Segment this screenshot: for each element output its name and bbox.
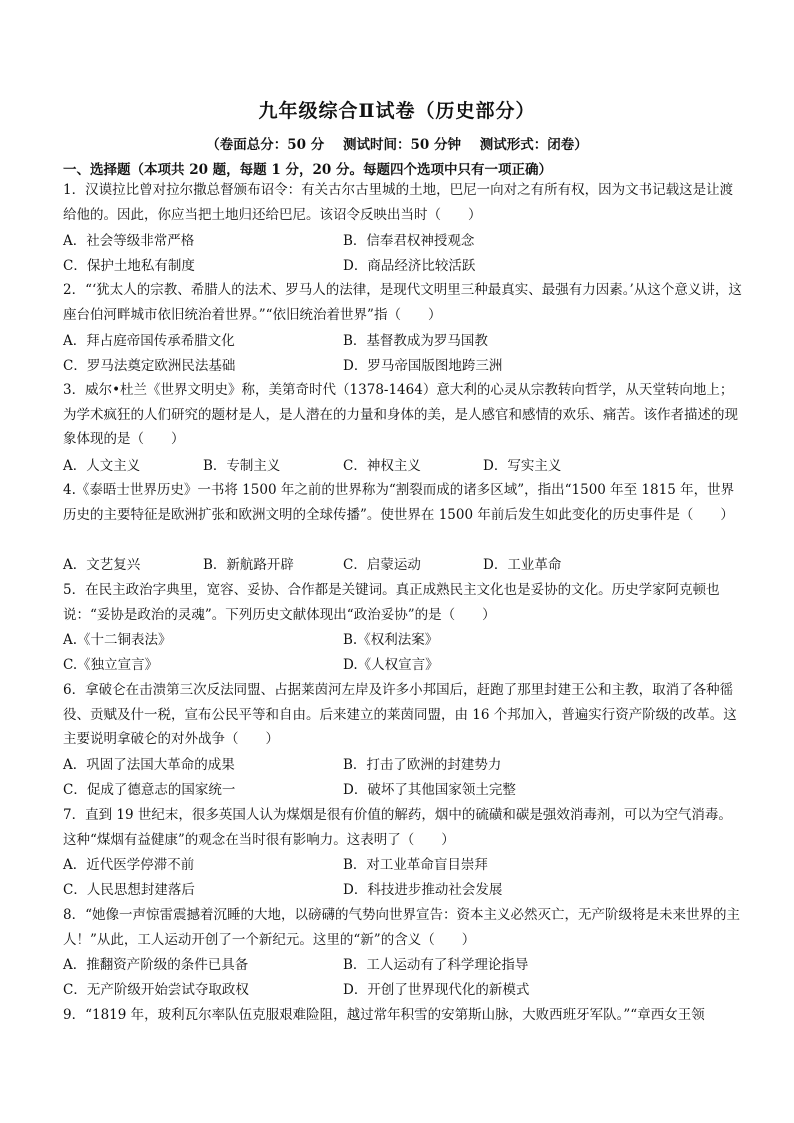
option-7c: C．人民思想封建落后 [63, 882, 195, 898]
question-9: 9．“1819 年，玻利瓦尔率队伍克服艰难险阻，越过常年积雪的安第斯山脉，大败西班牙军队。”“章西女王领 [63, 1007, 705, 1023]
option-6c: C．促成了德意志的国家统一 [63, 782, 236, 798]
option-4d: D．工业革命 [483, 557, 562, 573]
option-1c: C．保护土地私有制度 [63, 258, 195, 274]
option-5c: C.《独立宣言》 [63, 657, 159, 673]
option-3a: A．人文主义 [63, 458, 141, 474]
option-2a: A．拜占庭帝国传承希腊文化 [63, 333, 235, 349]
option-4b: B．新航路开辟 [203, 557, 294, 573]
question-8: 8．“她像一声惊雷震撼着沉睡的大地，以磅礴的气势向世界宣告：资本主义必然灭亡，无产阶级将是未来世界的主人！”从此，工人运动开创了一个新纪元。这里的“新”的含义（ ） [63, 907, 740, 948]
section-title: 一、选择题（本项共 20 题，每题 1 分，20 分。每题四个选项中只有一项正确） [63, 162, 552, 178]
option-5b: B.《权利法案》 [343, 632, 439, 648]
option-3c: C．神权主义 [343, 458, 421, 474]
option-8a: A．推翻资产阶级的条件已具备 [63, 957, 249, 973]
option-4a: A．文艺复兴 [63, 557, 141, 573]
option-8c: C．无产阶级开始尝试夺取政权 [63, 982, 249, 998]
option-7a: A．近代医学停滞不前 [63, 857, 195, 873]
option-1d: D．商品经济比较活跃 [343, 258, 476, 274]
option-6d: D．破坏了其他国家领土完整 [343, 782, 516, 798]
option-7b: B．对工业革命盲目崇拜 [343, 857, 488, 873]
question-7: 7．直到 19 世纪末，很多英国人认为煤烟是很有价值的解药，烟中的硫磺和碳是强效消毒剂，可以为空气消毒。这种“煤烟有益健康”的观念在当时很有影响力。这表明了（ ） [63, 807, 732, 848]
option-5a: A.《十二铜表法》 [63, 632, 172, 648]
option-3d: D．写实主义 [483, 458, 562, 474]
question-6: 6．拿破仑在击溃第三次反法同盟、占据莱茵河左岸及许多小邦国后，赶跑了那里封建王公和主教，取消了各种徭役、贡赋及什一税，宣布公民平等和自由。后来建立的莱茵同盟，由 16 个邦加入，普遍实行资产阶级的改革。这主要说明拿破仑的对外战争（ ） [63, 682, 737, 747]
option-1a: A．社会等级非常严格 [63, 233, 195, 249]
option-6a: A．巩固了法国大革命的成果 [63, 757, 235, 773]
option-1b: B．信奉君权神授观念 [343, 233, 475, 249]
option-5d: D.《人权宣言》 [343, 657, 439, 673]
question-4: 4.《泰晤士世界历史》一书将 1500 年之前的世界称为“割裂而成的诸多区域”，指出“1500 年至 1815 年，世界历史的主要特征是欧洲扩张和欧洲文明的全球传播”。使世界在 1500 年前后发生如此变化的历史事件是（ ） [63, 482, 735, 523]
option-7d: D．科技进步推动社会发展 [343, 882, 503, 898]
option-2d: D．罗马帝国版图地跨三洲 [343, 358, 503, 374]
option-2c: C．罗马法奠定欧洲民法基础 [63, 358, 236, 374]
option-6b: B．打击了欧洲的封建势力 [343, 757, 502, 773]
question-3: 3．威尔•杜兰《世界文明史》称，美第奇时代（1378-1464）意大利的心灵从宗教转向哲学，从天堂转向地上；为学术疯狂的人们研究的题材是人，是人潜在的力量和身体的美，是人感官和感情的欢乐、痛苦。该作者描述的现象体现的是（ ） [63, 382, 738, 447]
option-4c: C．启蒙运动 [343, 557, 421, 573]
option-3b: B．专制主义 [203, 458, 281, 474]
question-5: 5．在民主政治字典里，宽容、妥协、合作都是关键词。真正成熟民主文化也是妥协的文化。历史学家阿克顿也说：“妥协是政治的灵魂”。下列历史文献体现出“政治妥协”的是（ ） [63, 582, 720, 623]
exam-info: （卷面总分：50 分 测试时间：50 分钟 测试形式：闭卷） [206, 137, 588, 153]
question-2: 2．“‘犹太人的宗教、希腊人的法术、罗马人的法律，是现代文明里三种最真实、最强有力因素。’从这个意义讲，这座台伯河畔城市依旧统治着世界。”“依旧统治着世界”指（ ） [63, 282, 742, 323]
option-8b: B．工人运动有了科学理论指导 [343, 957, 529, 973]
question-1: 1．汉谟拉比曾对拉尔撒总督颁布诏令：有关古尔古里城的土地，巴尼一向对之有所有权，因为文书记载这是让渡给他的。因此，你应当把土地归还给巴尼。该诏令反映出当时（ ） [63, 182, 734, 223]
option-8d: D．开创了世界现代化的新模式 [343, 982, 530, 998]
exam-title: 九年级综合Ⅱ试卷（历史部分） [258, 100, 536, 122]
option-2b: B．基督教成为罗马国教 [343, 333, 488, 349]
